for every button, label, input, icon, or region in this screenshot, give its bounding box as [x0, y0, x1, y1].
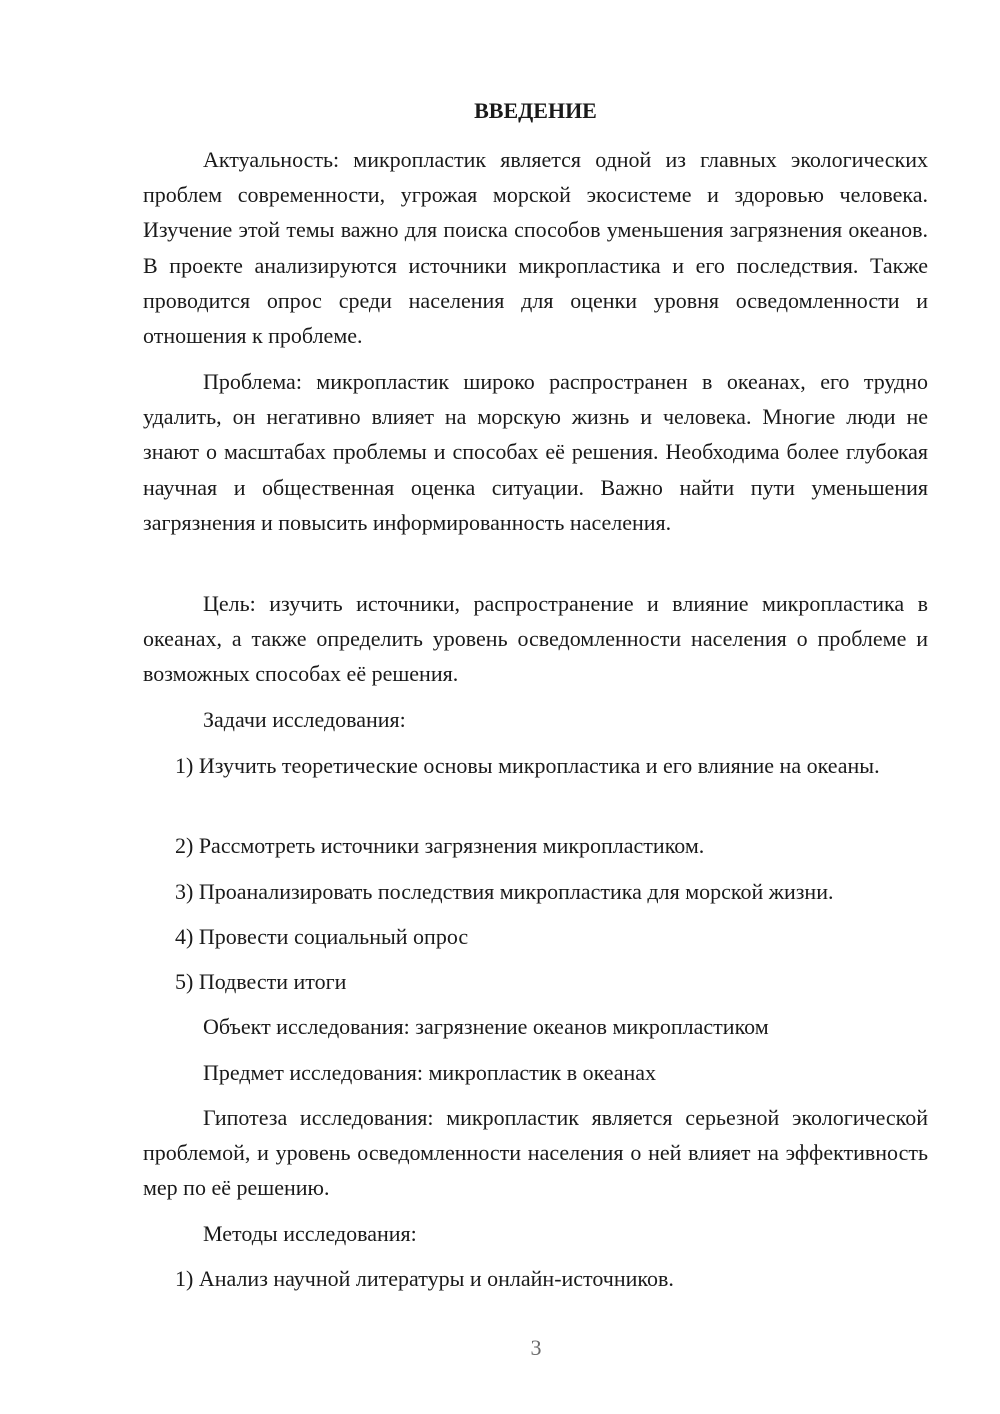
task-item-3: 3) Проанализировать последствия микропластика для морской жизни. — [175, 879, 834, 904]
method-item-1: 1) Анализ научной литературы и онлайн-источников. — [175, 1266, 674, 1291]
goal-paragraph: Цель: изучить источники, распространение и влияние микропластика в океанах, а также определить уровень осведомленности населения о проблеме и возможных способах её решения. — [143, 591, 928, 687]
subject-paragraph: Предмет исследования: микропластик в океанах — [203, 1060, 657, 1085]
object-paragraph: Объект исследования: загрязнение океанов микропластиком — [203, 1014, 769, 1039]
relevance-paragraph: Актуальность: микропластик является одной из главных экологических проблем современности, угрожая морской экосистеме и здоровью человека. Изучение этой темы важно для поиска способов уменьшения загрязнения океанов. В проекте анализируются источники микропластика и его последствия. Также проводится опрос среди населения для оценки уровня осведомленности и отношения к проблеме. — [143, 147, 928, 349]
task-item-1: 1) Изучить теоретические основы микропластика и его влияние на океаны. — [175, 753, 880, 778]
section-heading: ВВЕДЕНИЕ — [474, 98, 597, 123]
task-item-5: 5) Подвести итоги — [175, 969, 347, 994]
tasks-title: Задачи исследования: — [203, 707, 406, 732]
problem-paragraph: Проблема: микропластик широко распространен в океанах, его трудно удалить, он негативно влияет на морскую жизнь и человека. Многие люди не знают о масштабах проблемы и способах её решения. Необходима более глубокая научная и общественная оценка ситуации. Важно найти пути уменьшения загрязнения и повысить информированность населения. — [143, 369, 928, 535]
page-number: 3 — [530, 1335, 542, 1360]
task-item-2: 2) Рассмотреть источники загрязнения микропластиком. — [175, 833, 705, 858]
hypothesis-paragraph: Гипотеза исследования: микропластик является серьезной экологической проблемой, и уровень осведомленности населения о ней влияет на эффективность мер по её решению. — [143, 1105, 928, 1201]
task-item-4: 4) Провести социальный опрос — [175, 924, 469, 949]
methods-title: Методы исследования: — [203, 1221, 417, 1246]
